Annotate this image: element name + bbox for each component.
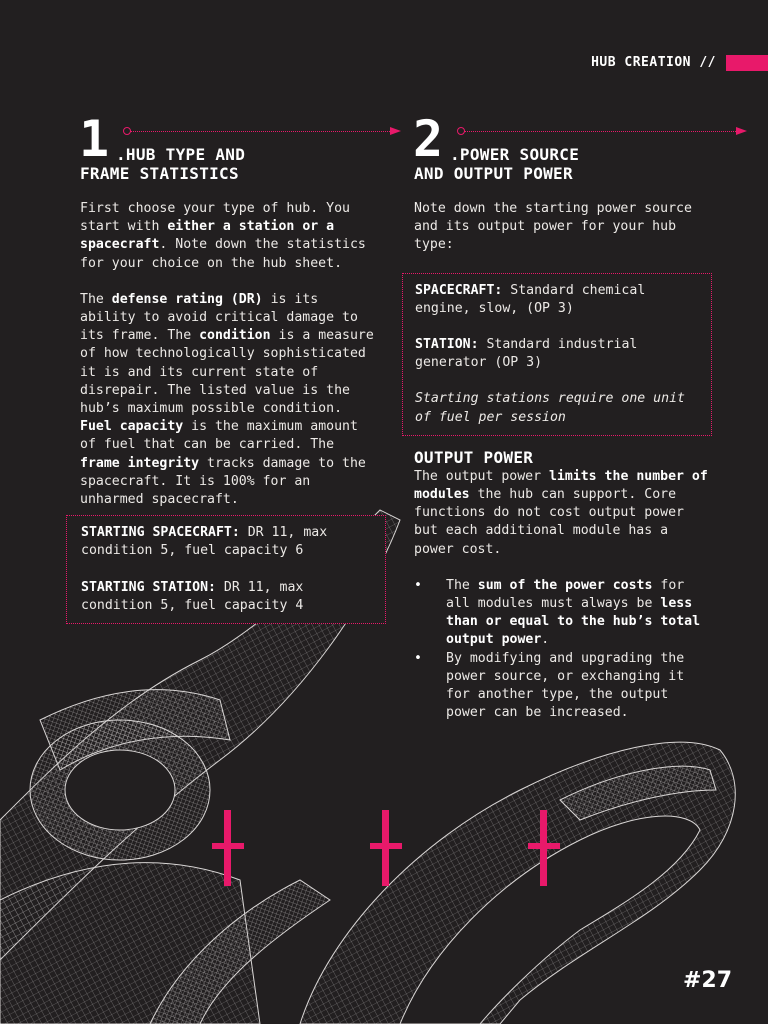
dotted-connector: [130, 131, 390, 132]
intro-paragraph: First choose your type of hub. You start with either a station or a spacecraft. Note down the statistics for your choice on the hub sheet.: [80, 201, 366, 271]
spacecraft-power: SPACECRAFT: Standard chemical engine, slow, (OP 3): [415, 282, 646, 316]
details-paragraph: The defense rating (DR) is its ability to avoid critical damage to its frame. The condition is a measure of how technologically sophisticated it is and its current state of disrepair. The listed value is the hub’s maximum possible condition. Fuel capacity is the maximum amount of fuel that can be carried. The frame integrity tracks damage to the spacecraft. It is 100% for an unharmed spacecraft.: [80, 291, 374, 508]
step-heading-1: [79, 110, 380, 183]
fuel-note: Starting stations require one unit of fuel per session: [415, 391, 685, 425]
step-number: 2: [413, 110, 444, 168]
spacecraft-stats: STARTING SPACECRAFT: DR 11, max condition 5, fuel capacity 6: [81, 525, 328, 559]
output-power-heading: OUTPUT POWER: [414, 447, 534, 467]
page-number: #27: [683, 968, 733, 993]
station-power: STATION: Standard industrial generator (OP 3): [415, 337, 638, 371]
arrow-icon: [736, 127, 747, 135]
step-title: .POWER SOURCE AND OUTPUT POWER: [414, 145, 580, 183]
starting-stats-box: [66, 515, 386, 624]
step-heading-2: [413, 110, 714, 183]
station-stats: STARTING STATION: DR 11, max condition 5, fuel capacity 4: [81, 579, 304, 613]
arrow-icon: [390, 127, 401, 135]
marker-cross-3: [528, 810, 560, 886]
rules-list: [414, 577, 714, 723]
step-number: 1: [79, 110, 110, 168]
output-power-paragraph: The output power limits the number of modules the hub can support. Core functions do not cost output power but each additional module has a power cost.: [414, 468, 708, 557]
section-header: [591, 55, 768, 71]
marker-cross-2: [370, 810, 402, 886]
column-power-source: [413, 110, 714, 722]
power-source-box: [402, 273, 712, 436]
column-hub-type: [79, 110, 380, 624]
dotted-connector: [464, 131, 736, 132]
header-accent-bar: [726, 55, 768, 71]
marker-cross-1: [212, 810, 244, 886]
intro-paragraph: Note down the starting power source and its output power for your hub type:: [414, 201, 692, 253]
section-label: HUB CREATION //: [591, 54, 716, 70]
list-item: • By modifying and upgrading the power source, or exchanging it for another type, the output power can be increased.: [414, 650, 714, 723]
step-title: .HUB TYPE AND FRAME STATISTICS: [80, 145, 246, 183]
list-item: • The sum of the power costs for all modules must always be less than or equal to the hub’s total output power.: [414, 577, 714, 650]
